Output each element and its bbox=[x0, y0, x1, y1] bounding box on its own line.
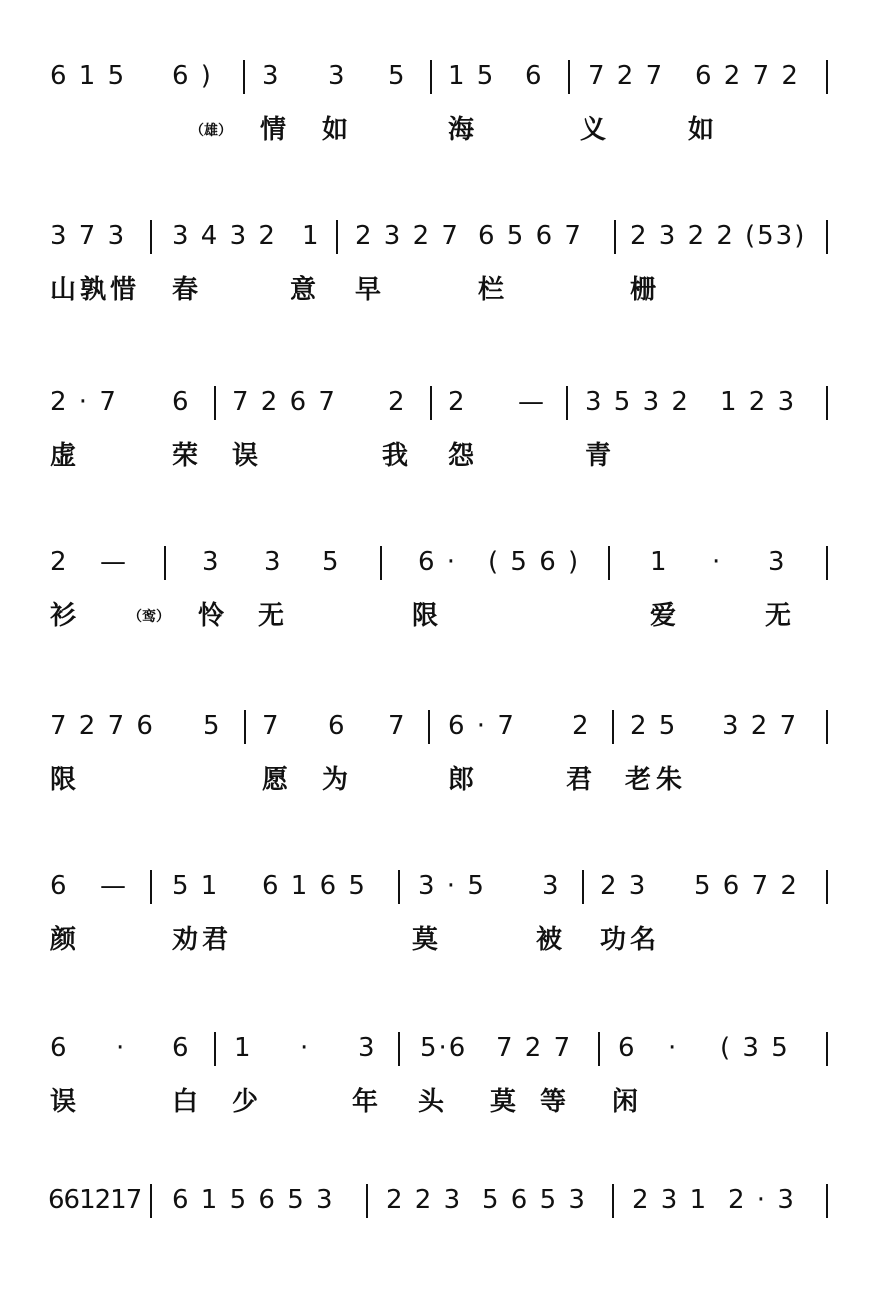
note: 7 bbox=[388, 711, 407, 741]
note-group: 3 7 3 bbox=[50, 221, 127, 251]
note-group: 2 5 bbox=[630, 711, 678, 741]
lyric: 朱 bbox=[656, 765, 683, 795]
note-group: 6 5 6 7 bbox=[478, 221, 583, 251]
barline bbox=[164, 546, 166, 580]
barline bbox=[244, 710, 246, 744]
lyric: 白 bbox=[172, 1087, 199, 1117]
score-system-5 bbox=[0, 702, 872, 822]
score-system-6 bbox=[0, 862, 872, 982]
note: 3 bbox=[264, 547, 283, 577]
notation-line bbox=[0, 378, 872, 438]
notation-line bbox=[0, 1024, 872, 1084]
lyric: 怨 bbox=[448, 441, 475, 471]
lyric: 义 bbox=[580, 115, 607, 145]
lyric: 虚 bbox=[50, 441, 77, 471]
note: 2 bbox=[572, 711, 591, 741]
lyric: 早 bbox=[355, 275, 382, 305]
dot-rest: · bbox=[300, 1033, 311, 1063]
lyrics-line bbox=[0, 762, 872, 802]
lyric: 闲 bbox=[612, 1087, 639, 1117]
lyric: 山 bbox=[50, 275, 77, 305]
note: 1 bbox=[234, 1033, 253, 1063]
notation-line bbox=[0, 538, 872, 598]
note: 6 bbox=[50, 1033, 69, 1063]
note: 6 bbox=[172, 387, 191, 417]
note-group: ( 3 5 bbox=[720, 1033, 790, 1063]
barline bbox=[826, 546, 828, 580]
note-group: 1 5 bbox=[448, 61, 496, 91]
lyric: 衫 bbox=[50, 601, 77, 631]
lyric: 老 bbox=[625, 765, 652, 795]
note: 7 bbox=[262, 711, 281, 741]
note-group: 2 · 3 bbox=[728, 1185, 796, 1215]
dot-rest: · bbox=[116, 1033, 127, 1063]
lyric: 意 bbox=[290, 275, 317, 305]
barline bbox=[826, 1184, 828, 1218]
lyric: 为 bbox=[322, 765, 349, 795]
lyrics-line bbox=[0, 922, 872, 962]
lyric: 年 bbox=[352, 1087, 379, 1117]
note-group: 5 6 7 2 bbox=[694, 871, 799, 901]
lyric: 君 bbox=[566, 765, 593, 795]
lyrics-line bbox=[0, 438, 872, 478]
note-group: (53) bbox=[745, 221, 807, 251]
note-group: 7 2 7 bbox=[588, 61, 665, 91]
note-group: 3 4 3 2 bbox=[172, 221, 277, 251]
barline bbox=[608, 546, 610, 580]
barline bbox=[214, 1032, 216, 1066]
notation-line bbox=[0, 1176, 872, 1236]
score-system-2 bbox=[0, 212, 872, 332]
note-group: 2 3 2 2 bbox=[630, 221, 735, 251]
barline bbox=[614, 220, 616, 254]
note: 3 bbox=[262, 61, 281, 91]
note-group: 6 ) bbox=[172, 61, 213, 91]
barline bbox=[598, 1032, 600, 1066]
lyric: 荣 bbox=[172, 441, 199, 471]
note: 6 · bbox=[418, 547, 458, 577]
lyric: 孰 bbox=[80, 275, 107, 305]
note-group: 2 3 bbox=[600, 871, 648, 901]
lyric: 愿 bbox=[262, 765, 289, 795]
lyric: 无 bbox=[258, 601, 285, 631]
note: 3 bbox=[328, 61, 347, 91]
lyric: 爱 bbox=[650, 601, 677, 631]
notation-line bbox=[0, 212, 872, 272]
note: 2 bbox=[448, 387, 467, 417]
lyric: 郎 bbox=[448, 765, 475, 795]
dash: — bbox=[100, 547, 128, 577]
barline bbox=[826, 710, 828, 744]
barline bbox=[612, 710, 614, 744]
note: 2 bbox=[388, 387, 407, 417]
score-system-8 bbox=[0, 1176, 872, 1296]
score-system-4 bbox=[0, 538, 872, 658]
note-group: ( 5 6 ) bbox=[488, 547, 581, 577]
barline bbox=[826, 1032, 828, 1066]
lyric: 如 bbox=[322, 115, 349, 145]
note: 2 bbox=[50, 547, 69, 577]
dot-rest: · bbox=[668, 1033, 679, 1063]
lyric: 名 bbox=[630, 925, 657, 955]
barline bbox=[566, 386, 568, 420]
note-group: 661217 bbox=[48, 1185, 142, 1215]
note-group: 6 2 7 2 bbox=[695, 61, 800, 91]
note: 6 bbox=[50, 871, 69, 901]
note: 6 bbox=[525, 61, 544, 91]
lyric: 栅 bbox=[630, 275, 657, 305]
barline bbox=[582, 870, 584, 904]
role-label: （雄） bbox=[190, 123, 232, 139]
lyrics-line bbox=[0, 598, 872, 638]
lyric: 颜 bbox=[50, 925, 77, 955]
note: 1 bbox=[302, 221, 321, 251]
lyric: 我 bbox=[382, 441, 409, 471]
barline bbox=[612, 1184, 614, 1218]
note: 6 bbox=[328, 711, 347, 741]
barline bbox=[826, 870, 828, 904]
lyric: 如 bbox=[688, 115, 715, 145]
dash: — bbox=[518, 387, 546, 417]
lyric: 莫 bbox=[490, 1087, 517, 1117]
note-group: 5 6 5 3 bbox=[482, 1185, 587, 1215]
lyric: 君 bbox=[202, 925, 229, 955]
lyric: 等 bbox=[540, 1087, 567, 1117]
note-group: 2 3 1 bbox=[632, 1185, 709, 1215]
barline bbox=[428, 710, 430, 744]
note-group: 6 1 5 bbox=[50, 61, 127, 91]
note-group: 5 1 bbox=[172, 871, 220, 901]
lyric: 海 bbox=[448, 115, 475, 145]
barline bbox=[380, 546, 382, 580]
note-group: 7 2 7 6 bbox=[50, 711, 155, 741]
lyric: 无 bbox=[765, 601, 792, 631]
barline bbox=[398, 1032, 400, 1066]
dash: — bbox=[100, 871, 128, 901]
note-group: 2 3 2 7 bbox=[355, 221, 460, 251]
notation-line bbox=[0, 862, 872, 922]
lyric: 青 bbox=[585, 441, 612, 471]
note: 1 bbox=[650, 547, 669, 577]
barline bbox=[214, 386, 216, 420]
note: 5 bbox=[388, 61, 407, 91]
lyric: 情 bbox=[260, 115, 287, 145]
barline bbox=[150, 1184, 152, 1218]
note: 6 bbox=[618, 1033, 637, 1063]
note: 3 bbox=[202, 547, 221, 577]
barline bbox=[430, 386, 432, 420]
score-system-3 bbox=[0, 378, 872, 498]
note: 5 bbox=[203, 711, 222, 741]
barline bbox=[568, 60, 570, 94]
barline bbox=[826, 60, 828, 94]
note-group: 7 2 6 7 bbox=[232, 387, 337, 417]
lyrics-line bbox=[0, 112, 872, 152]
notation-line bbox=[0, 702, 872, 762]
barline bbox=[366, 1184, 368, 1218]
note-group: 3 · 5 bbox=[418, 871, 486, 901]
lyrics-line bbox=[0, 272, 872, 312]
note-group: 1 2 3 bbox=[720, 387, 797, 417]
score-system-1 bbox=[0, 52, 872, 172]
barline bbox=[150, 870, 152, 904]
dot-rest: · bbox=[712, 547, 723, 577]
lyric: 春 bbox=[172, 275, 199, 305]
role-label: （鸾） bbox=[128, 609, 170, 625]
lyric: 误 bbox=[50, 1087, 77, 1117]
note-group: 6 · 7 bbox=[448, 711, 516, 741]
lyric: 误 bbox=[232, 441, 259, 471]
lyric: 惜 bbox=[110, 275, 137, 305]
barline bbox=[336, 220, 338, 254]
note-group: 7 2 7 bbox=[496, 1033, 573, 1063]
score-system-7 bbox=[0, 1024, 872, 1144]
note: 5 bbox=[322, 547, 341, 577]
lyric: 功 bbox=[600, 925, 627, 955]
note-group: 6 1 5 6 5 3 bbox=[172, 1185, 335, 1215]
note-group: 5·6 bbox=[420, 1033, 468, 1063]
note: 6 bbox=[172, 1033, 191, 1063]
note-group: 2 2 3 bbox=[386, 1185, 463, 1215]
barline bbox=[243, 60, 245, 94]
note: 3 bbox=[358, 1033, 377, 1063]
lyric: 莫 bbox=[412, 925, 439, 955]
note-group: 6 1 6 5 bbox=[262, 871, 367, 901]
lyric: 头 bbox=[418, 1087, 445, 1117]
lyric: 怜 bbox=[198, 601, 225, 631]
barline bbox=[150, 220, 152, 254]
note-group: 3 2 7 bbox=[722, 711, 799, 741]
lyric: 少 bbox=[232, 1087, 259, 1117]
lyric: 限 bbox=[412, 601, 439, 631]
barline bbox=[826, 386, 828, 420]
barline bbox=[430, 60, 432, 94]
lyric: 被 bbox=[536, 925, 563, 955]
barline bbox=[398, 870, 400, 904]
lyric: 栏 bbox=[478, 275, 505, 305]
note: 3 bbox=[542, 871, 561, 901]
lyrics-line bbox=[0, 1084, 872, 1124]
lyric: 劝 bbox=[172, 925, 199, 955]
barline bbox=[826, 220, 828, 254]
note-group: 3 5 3 2 bbox=[585, 387, 690, 417]
notation-line bbox=[0, 52, 872, 112]
note: 3 bbox=[768, 547, 787, 577]
lyric: 限 bbox=[50, 765, 77, 795]
note-group: 2 · 7 bbox=[50, 387, 118, 417]
